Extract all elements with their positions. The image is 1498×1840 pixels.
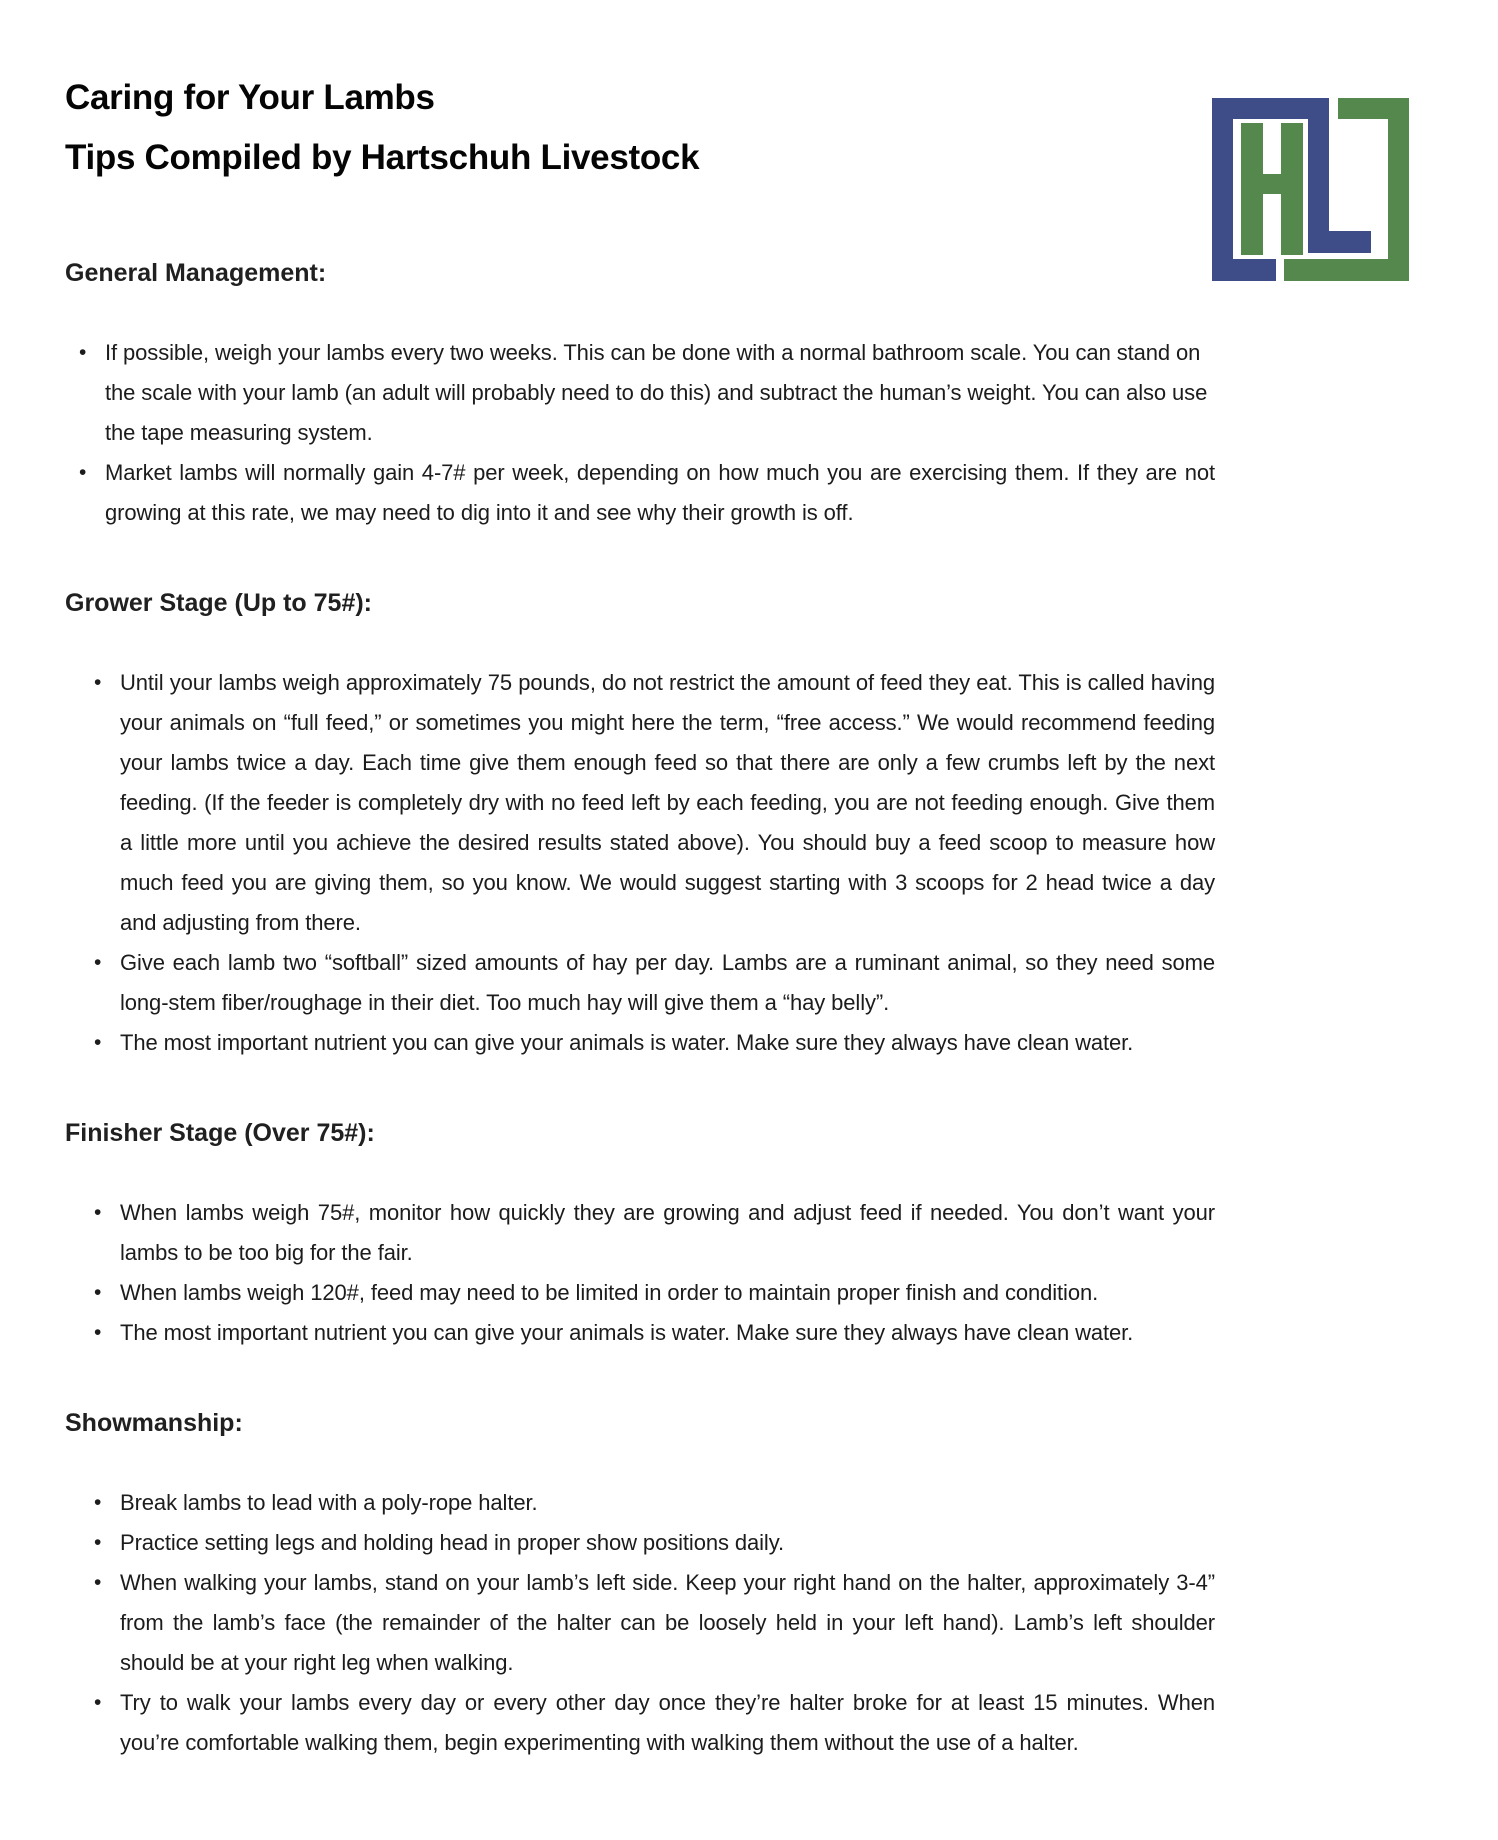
bullet-item <box>65 1523 1215 1563</box>
bullet-text: Market lambs will normally gain 4-7# per week, depending on how much you are exercising them. If they are not growing at this rate, we may need to dig into it and see why their growth is off. <box>105 460 1215 525</box>
bullet-text: Break lambs to lead with a poly-rope halter. <box>120 1490 538 1515</box>
grower-stage-bullet-list <box>65 663 1215 1063</box>
bullet-icon: • <box>94 1321 102 1344</box>
bullet-item <box>65 453 1215 533</box>
bullet-icon: • <box>94 1571 102 1594</box>
bullet-item <box>65 943 1215 1023</box>
section-heading-grower-stage: Grower Stage (Up to 75#): <box>65 589 372 617</box>
bullet-text: When walking your lambs, stand on your lamb’s left side. Keep your right hand on the halter, approximately 3-4” from the lamb’s face (the remainder of the halter can be loosely held in your left hand). Lamb’s left shoulder should be at your right leg when walking. <box>120 1570 1215 1675</box>
section-finisher-stage <box>65 1113 1215 1353</box>
bullet-icon: • <box>94 1201 102 1224</box>
document-title <box>65 68 1215 188</box>
bullet-icon: • <box>94 1281 102 1304</box>
document-title-line-1: Caring for Your Lambs <box>65 78 435 117</box>
showmanship-bullet-list <box>65 1483 1215 1763</box>
bullet-item <box>65 1313 1215 1353</box>
document-title-line-2: Tips Compiled by Hartschuh Livestock <box>65 138 700 177</box>
section-heading-finisher-stage: Finisher Stage (Over 75#): <box>65 1119 375 1147</box>
bullet-text: The most important nutrient you can give your animals is water. Make sure they always have clean water. <box>120 1030 1134 1055</box>
bullet-text: Try to walk your lambs every day or every other day once they’re halter broke for at least 15 minutes. When you’re comfortable walking them, begin experimenting with walking them without the use of a halter. <box>120 1690 1215 1755</box>
section-heading-general-management: General Management: <box>65 259 327 287</box>
bullet-item <box>65 1273 1215 1313</box>
bullet-icon: • <box>94 1531 102 1554</box>
bullet-text: If possible, weigh your lambs every two weeks. This can be done with a normal bathroom scale. You can stand on the scale with your lamb (an adult will probably need to do this) and subtract the human’s weight. You can also use the tape measuring system. <box>105 340 1208 445</box>
document-body <box>65 0 1215 1763</box>
bullet-item <box>65 663 1215 943</box>
bullet-icon: • <box>79 341 87 364</box>
bullet-text: The most important nutrient you can give your animals is water. Make sure they always have clean water. <box>120 1320 1134 1345</box>
bullet-item <box>65 1683 1215 1763</box>
bullet-icon: • <box>94 1691 102 1714</box>
bullet-item <box>65 1023 1215 1063</box>
bullet-icon: • <box>79 461 87 484</box>
section-showmanship <box>65 1403 1215 1763</box>
bullet-icon: • <box>94 671 102 694</box>
bullet-item <box>65 1193 1215 1273</box>
bullet-icon: • <box>94 951 102 974</box>
hartschuh-livestock-logo <box>1211 96 1410 283</box>
bullet-item <box>65 333 1215 453</box>
bullet-text: Until your lambs weigh approximately 75 pounds, do not restrict the amount of feed they eat. This is called having your animals on “full feed,” or sometimes you might here the term, “free access.” We would recommend feeding your lambs twice a day. Each time give them enough feed so that there are only a few crumbs left by the next feeding. (If the feeder is completely dry with no feed left by each feeding, you are not feeding enough. Give them a little more until you achieve the desired results stated above). You should buy a feed scoop to measure how much feed you are giving them, so you know. We would suggest starting with 3 scoops for 2 head twice a day and adjusting from there. <box>120 670 1215 935</box>
section-general-management <box>65 253 1215 533</box>
section-grower-stage <box>65 583 1215 1063</box>
finisher-stage-bullet-list <box>65 1193 1215 1353</box>
bullet-item <box>65 1483 1215 1523</box>
bullet-text: When lambs weigh 75#, monitor how quickly they are growing and adjust feed if needed. You don’t want your lambs to be too big for the fair. <box>120 1200 1215 1265</box>
general-management-bullet-list <box>65 333 1215 533</box>
bullet-icon: • <box>94 1031 102 1054</box>
bullet-text: When lambs weigh 120#, feed may need to be limited in order to maintain proper finish and condition. <box>120 1280 1099 1305</box>
bullet-item <box>65 1563 1215 1683</box>
bullet-text: Give each lamb two “softball” sized amounts of hay per day. Lambs are a ruminant animal, so they need some long-stem fiber/roughage in their diet. Too much hay will give them a “hay belly”. <box>120 950 1215 1015</box>
bullet-icon: • <box>94 1491 102 1514</box>
bullet-text: Practice setting legs and holding head in proper show positions daily. <box>120 1530 785 1555</box>
section-heading-showmanship: Showmanship: <box>65 1409 243 1437</box>
